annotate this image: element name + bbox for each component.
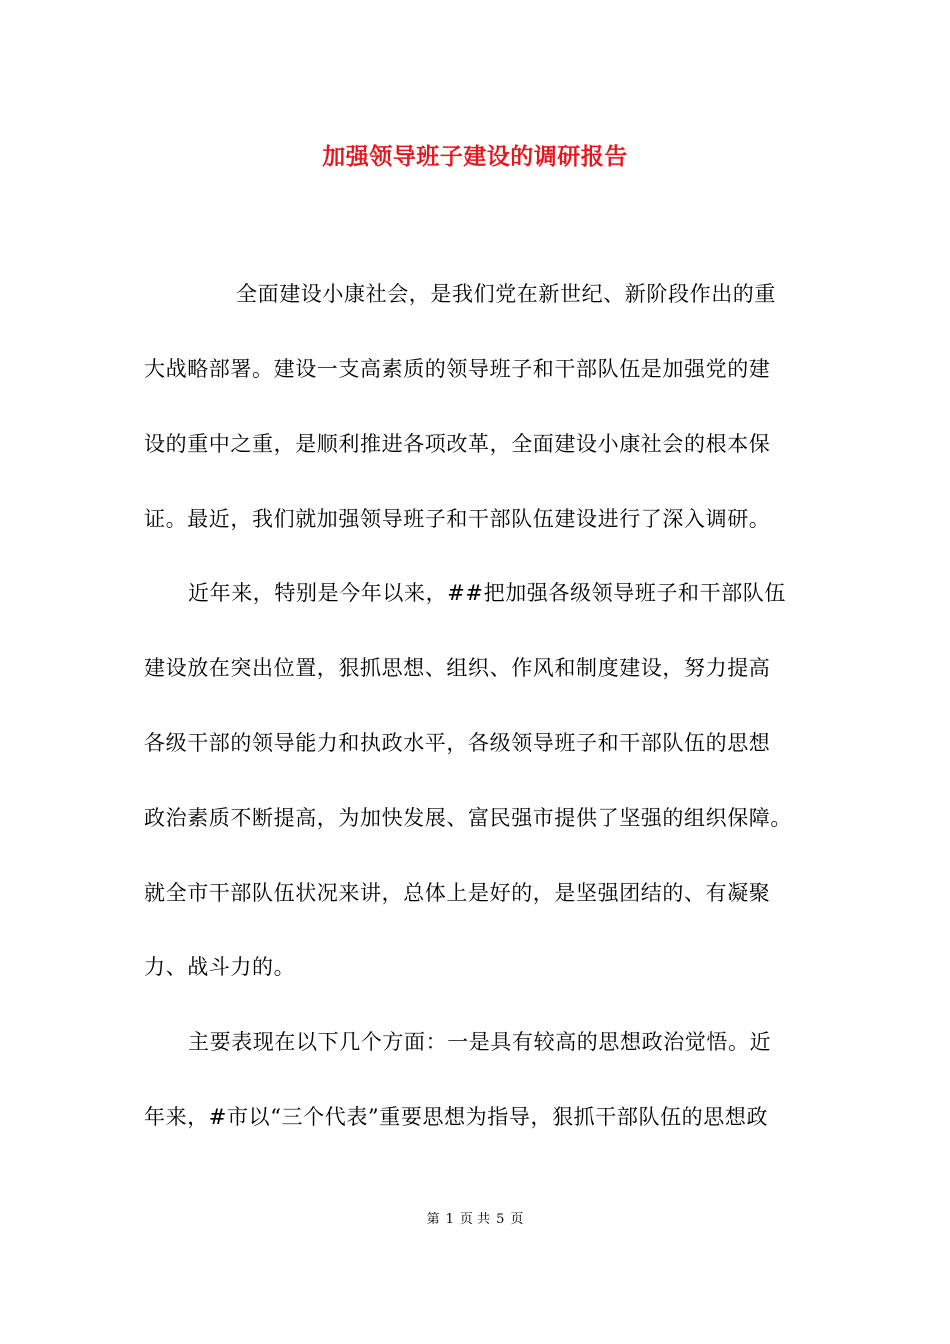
paragraph-1-line-4: 证。最近，我们就加强领导班子和干部队伍建设进行了深入调研。 xyxy=(144,507,771,531)
paragraph-2-line-2: 建设放在突出位置，狠抓思想、组织、作风和制度建设，努力提高 xyxy=(144,656,771,680)
footer-page-number: 1 xyxy=(445,1212,454,1227)
footer-prefix: 第 xyxy=(426,1212,440,1227)
paragraph-1-line-2: 大战略部署。建设一支高素质的领导班子和干部队伍是加强党的建 xyxy=(144,357,771,381)
footer-total-pages: 5 xyxy=(496,1212,505,1227)
paragraph-1-line-3: 设的重中之重，是顺利推进各项改革，全面建设小康社会的根本保 xyxy=(144,432,771,456)
paragraph-2-line-3: 各级干部的领导能力和执政水平，各级领导班子和干部队伍的思想 xyxy=(144,731,771,755)
paragraph-2-line-6: 力、战斗力的。 xyxy=(144,955,296,979)
paragraph-2-line-5: 就全市干部队伍状况来讲，总体上是好的，是坚强团结的、有凝聚 xyxy=(144,881,771,905)
paragraph-3-line-2: 年来，#市以“三个代表”重要思想为指导，狠抓干部队伍的思想政 xyxy=(144,1105,769,1129)
paragraph-1-line-1: 全面建设小康社会，是我们党在新世纪、新阶段作出的重 xyxy=(236,282,776,306)
paragraph-2-line-4: 政治素质不断提高，为加快发展、富民强市提供了坚强的组织保障。 xyxy=(144,806,792,830)
footer-mid: 页 共 xyxy=(459,1212,491,1227)
document-title: 加强领导班子建设的调研报告 xyxy=(322,143,628,170)
paragraph-3-line-1: 主要表现在以下几个方面：一是具有较高的思想政治觉悟。近 xyxy=(188,1030,772,1054)
page-footer xyxy=(0,1208,950,1227)
paragraph-2-line-1: 近年来，特别是今年以来，##把加强各级领导班子和干部队伍 xyxy=(188,581,786,605)
footer-suffix: 页 xyxy=(510,1212,524,1227)
